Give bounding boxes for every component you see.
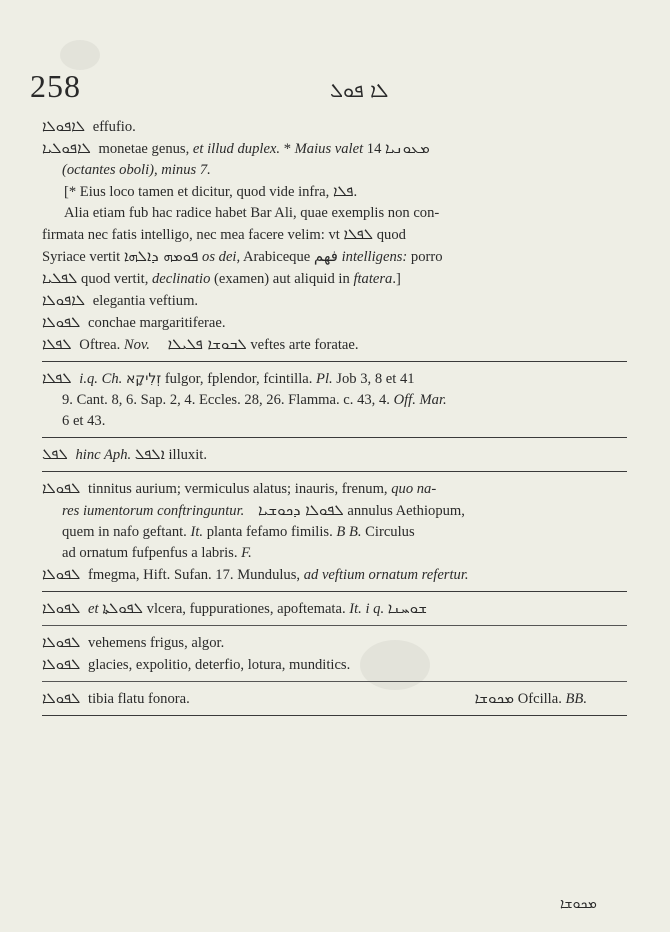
syriac-word: ܦܘܡܗ ܕܐܠܗܐ [123, 247, 199, 265]
headword: ܠܦܘܠܐ [42, 655, 81, 673]
headword: ܠܐܦܘܠܐ [42, 291, 86, 309]
headword: ܠܦܘܠܐ [42, 633, 81, 651]
syriac-word: ܫܘܚܢܐ [387, 599, 428, 617]
definition: illuxit. [164, 447, 207, 463]
syriac-word: ܠܦܘܠܬܐ [102, 599, 143, 617]
headword: ܠܦܠ [42, 445, 68, 463]
note-line [42, 246, 627, 268]
note-italic: intelligens: [337, 249, 408, 265]
punct: .] [392, 271, 401, 287]
paper-stain [60, 40, 100, 70]
entry-continuation [42, 500, 627, 522]
definition: veftes arte foratae. [246, 337, 359, 353]
catchword: ܡܟܘܫܐ [560, 896, 597, 912]
headword: ܠܐܦܘܠܐ [42, 117, 86, 135]
definition: conchae margaritiferae. [88, 315, 226, 331]
dictionary-text [42, 116, 627, 722]
entry [42, 116, 627, 138]
note-text: [* Eius loco tamen et dicitur, quod vide infra, [64, 184, 333, 200]
arabic-word: فهم [313, 247, 338, 265]
note-text: Alia etiam fub hac radice habet Bar Ali, quae exemplis non con- [64, 205, 440, 221]
divider [42, 715, 627, 716]
syriac-word: ܦܠܐ [332, 182, 354, 200]
headword: ܠܦܘܠܐ [42, 479, 81, 497]
entry [42, 444, 627, 466]
entry [42, 564, 627, 586]
note-text: porro [407, 249, 443, 265]
definition: monetae genus, [98, 141, 193, 157]
definition-italic: Maius valet [294, 141, 364, 157]
note-line [42, 268, 627, 290]
running-head: ܠܐ ܦܘܠ [330, 78, 389, 102]
definition: quem in nafo geftant. [62, 524, 191, 540]
definition: ad ornatum fufpenfus a labris. [62, 545, 242, 561]
definition: annulus Aethiopum, [343, 503, 465, 519]
page-number: 258 [30, 68, 81, 104]
headword: ܠܐܦܘܠܝܐ [42, 139, 91, 157]
syriac-word: ܠܦܠܐ [343, 225, 374, 243]
syriac-word: ܡܥܘܢܝܐ [385, 139, 430, 157]
entry [42, 312, 627, 334]
entry [42, 688, 627, 710]
syriac-word: ܠܦܘܠܐ ܕܟܘܫܝܐ [257, 501, 344, 519]
entry-continuation [42, 543, 627, 564]
definition: Oftrea. [79, 337, 124, 353]
definition: vehemens frigus, algor. [88, 635, 225, 651]
note-italic: declinatio [152, 271, 211, 287]
headword: ܠܦܘܠܐ [42, 689, 81, 707]
definition-italic: BB. [565, 691, 587, 707]
definition: planta fefamo fimilis. [203, 524, 337, 540]
definition: effufio. [92, 119, 136, 135]
definition-italic: Nov. [123, 337, 150, 353]
definition-italic: et [88, 601, 99, 617]
definition: Ofcilla. [514, 691, 566, 707]
divider [42, 437, 627, 438]
entry [42, 368, 627, 390]
divider [42, 591, 627, 592]
punct: . [353, 184, 358, 200]
entry [42, 632, 627, 654]
definition: elegantia veftium. [92, 293, 199, 309]
headword: ܠܦܠܐ [42, 369, 72, 387]
hebrew-word: זְלִיקָא [125, 371, 162, 387]
divider [42, 361, 627, 362]
definition-italic: It. i q. [349, 601, 385, 617]
number: 14 [363, 141, 386, 157]
definition: fulgor, fplendor, fcintilla. [161, 371, 317, 387]
note-line [42, 224, 627, 246]
definition-italic: hinc Aph. [75, 447, 132, 463]
note-line [42, 203, 627, 224]
page-header [30, 68, 640, 108]
definition: vlcera, fuppurationes, apoftemata. [143, 601, 350, 617]
note-text: Syriace vertit [42, 249, 124, 265]
reference-italic: Off. Mar. [393, 392, 447, 408]
definition-italic: et illud duplex. [192, 141, 281, 157]
note-text: quod [373, 227, 406, 243]
definition-italic: ad veftium ornatum refertur. [303, 567, 469, 583]
headword: ܠܦܘܠܐ [42, 313, 81, 331]
definition: glacies, expolitio, deterfio, lotura, munditics. [88, 657, 351, 673]
entry [42, 138, 627, 160]
definition-italic: F. [241, 545, 252, 561]
definition-italic: quo na- [391, 481, 437, 497]
reference: 6 et 43. [62, 413, 106, 429]
entry [42, 290, 627, 312]
definition-italic: B B. [336, 524, 362, 540]
definition-italic: It. [190, 524, 204, 540]
note-text: quod vertit, [77, 271, 152, 287]
note-italic: ftatera [353, 271, 393, 287]
definition-italic: (octantes oboli), minus 7. [62, 162, 211, 178]
note-text: firmata nec fatis intelligo, nec mea facere velim: vt [42, 227, 344, 243]
definition: tibia flatu fonora. [88, 691, 190, 707]
note [42, 181, 627, 203]
note-text: (examen) aut aliquid in [210, 271, 354, 287]
entry [42, 334, 627, 356]
definition: Circulus [361, 524, 415, 540]
reference: 9. Cant. 8, 6. Sap. 2, 4. Eccles. 28, 26. Flamma. c. 43, 4. [62, 392, 394, 408]
definition: fmegma, Hift. Sufan. 17. Mundulus, [88, 567, 304, 583]
note-italic: os dei, [198, 249, 241, 265]
divider [42, 471, 627, 472]
headword: ܠܦܠܐ [42, 335, 72, 353]
syriac-word: ܡܟܘܫܐ [474, 689, 515, 707]
syriac-word: ܠܒܘܫܐ ܦܠܝܠܐ [167, 335, 247, 353]
definition: tinnitus aurium; vermiculus alatus; inauris, frenum, [88, 481, 392, 497]
syriac-word: ܠܦܠܝܐ [42, 269, 78, 287]
definition-italic: i.q. Ch. [79, 371, 123, 387]
entry [42, 654, 627, 676]
definition-italic: Pl. [316, 371, 333, 387]
entry-continuation [42, 411, 627, 432]
entry [42, 598, 627, 620]
headword: ܠܦܘܠܐ [42, 565, 81, 583]
divider [42, 625, 627, 626]
entry [42, 478, 627, 500]
reference: Job 3, 8 et 41 [332, 371, 415, 387]
entry-continuation [42, 160, 627, 181]
definition-italic: res iumentorum conftringuntur. [62, 503, 245, 519]
entry-continuation [42, 390, 627, 411]
headword: ܠܦܘܠܐ [42, 599, 81, 617]
entry-continuation [42, 522, 627, 543]
divider [42, 681, 627, 682]
syriac-word: ܐܠܦܠ [134, 445, 165, 463]
note-text: Arabiceque [240, 249, 314, 265]
marker: * [280, 141, 295, 157]
